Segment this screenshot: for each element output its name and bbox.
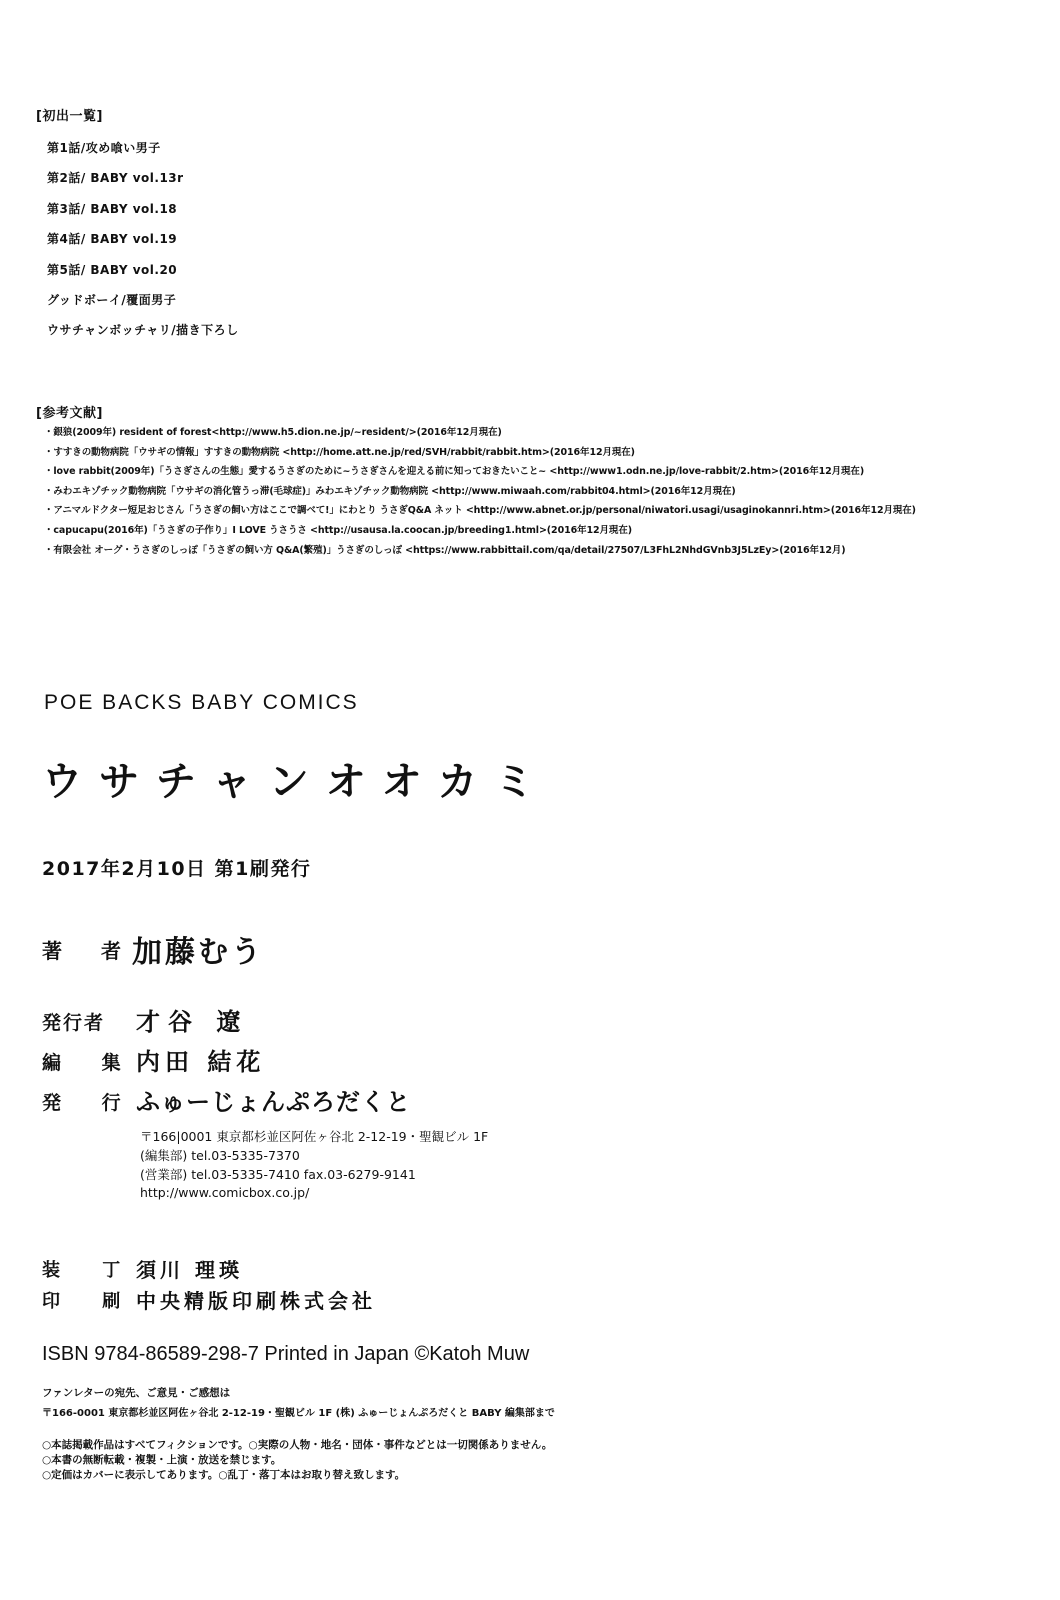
print-label: 印 刷 — [42, 1291, 139, 1312]
note-line: ○定価はカバーに表示してあります。○乱丁・落丁本はお取り替え致します。 — [42, 1469, 406, 1481]
first-appearance-item: ウサチャンボッチャリ/描き下ろし — [47, 323, 239, 337]
first-appearance-item: 第4話/ BABY vol.19 — [47, 232, 178, 246]
first-appearance-item: 第5話/ BABY vol.20 — [47, 263, 178, 277]
first-appearance-item: 第1話/攻め喰い男子 — [47, 141, 161, 155]
reference-item: ・みわエキゾチック動物病院「ウサギの消化管うっ滞(毛球症)」みわエキゾチック動物病院 <http://www.miwaah.com/rabbit04.html>(2016年12月現在) — [44, 486, 736, 497]
reference-item: ・capucapu(2016年)「うさぎの子作り」I LOVE うさうさ <http://usausa.la.coocan.jp/breeding1.html>(2016年12月現在) — [44, 525, 632, 536]
fan-letter-line: ファンレターの宛先、ご意見・ご感想は — [42, 1387, 231, 1399]
publication-date: 2017年2月10日 第1刷発行 — [42, 858, 312, 880]
author-name: 加藤むう — [132, 935, 264, 970]
editor-name: 内田 結花 — [136, 1048, 266, 1076]
reference-item: ・アニマルドクター短足おじさん「うさぎの飼い方はここで調べて!」にわとり うさぎQ&A ネット <http://www.abnet.or.jp/personal/niwatori.usagi/usaginokannri.htm>(2016年12月現在) — [44, 505, 916, 516]
note-line: ○本誌掲載作品はすべてフィクションです。○実際の人物・地名・団体・事件などとは一切関係ありません。 — [42, 1439, 553, 1451]
reference-item: ・すすきの動物病院「ウサギの情報」すすきの動物病院 <http://home.att.ne.jp/red/SVH/rabbit/rabbit.htm>(2016年12月現在) — [44, 447, 635, 458]
first-appearance-heading: [初出一覧] — [36, 109, 103, 124]
editor-label: 編 集 — [42, 1052, 138, 1074]
reference-item: ・有限会社 オーグ・うさぎのしっぽ「うさぎの飼い方 Q&A(繁殖)」うさぎのしっぽ <https://www.rabbittail.com/qa/detail/27507/L3FhL2NhdGVnb3J5LzEy>(2016年12月) — [44, 545, 846, 556]
book-title: ウサチャンオオカミ — [42, 759, 552, 805]
address-line: (編集部) tel.03-5335-7370 — [140, 1148, 300, 1163]
reference-item: ・銀狼(2009年) resident of forest<http://www.h5.dion.ne.jp/~resident/>(2016年12月現在) — [44, 427, 502, 438]
isbn-line: ISBN 9784-86589-298-7 Printed in Japan ©Katoh Muw — [42, 1343, 530, 1365]
design-label: 装 丁 — [42, 1260, 139, 1281]
first-appearance-item: 第2話/ BABY vol.13r — [47, 171, 184, 185]
first-appearance-item: 第3話/ BABY vol.18 — [47, 202, 178, 216]
publisher-name: 才谷 遼 — [136, 1008, 249, 1036]
note-line: ○本書の無断転載・複製・上演・放送を禁じます。 — [42, 1454, 282, 1466]
references-heading: [参考文献] — [36, 406, 103, 421]
author-label: 著 者 — [42, 939, 137, 963]
issuer-name: ふゅーじょんぷろだくと — [136, 1088, 411, 1116]
first-appearance-item: グッドボーイ/覆面男子 — [47, 293, 177, 307]
fan-letter-address: 〒166-0001 東京都杉並区阿佐ヶ谷北 2-12-19・聖観ビル 1F (株) ふゅーじょんぷろだくと BABY 編集部まで — [42, 1408, 555, 1419]
address-line: (営業部) tel.03-5335-7410 fax.03-6279-9141 — [140, 1167, 416, 1182]
reference-item: ・love rabbit(2009年)「うさぎさんの生態」愛するうさぎのために~うさぎさんを迎える前に知っておきたいこと~ <http://www1.odn.ne.jp/love-rabbit/2.htm>(2016年12月現在) — [44, 466, 865, 477]
designer-name: 須川 理瑛 — [136, 1258, 243, 1282]
address-line: 〒166|0001 東京都杉並区阿佐ヶ谷北 2-12-19・聖観ビル 1F — [140, 1129, 489, 1144]
publisher-label: 発行者 — [42, 1012, 106, 1034]
series-name: POE BACKS BABY COMICS — [44, 691, 359, 714]
issuer-label: 発 行 — [42, 1092, 138, 1114]
website-url: http://www.comicbox.co.jp/ — [140, 1185, 310, 1200]
printer-name: 中央精版印刷株式会社 — [136, 1289, 376, 1313]
